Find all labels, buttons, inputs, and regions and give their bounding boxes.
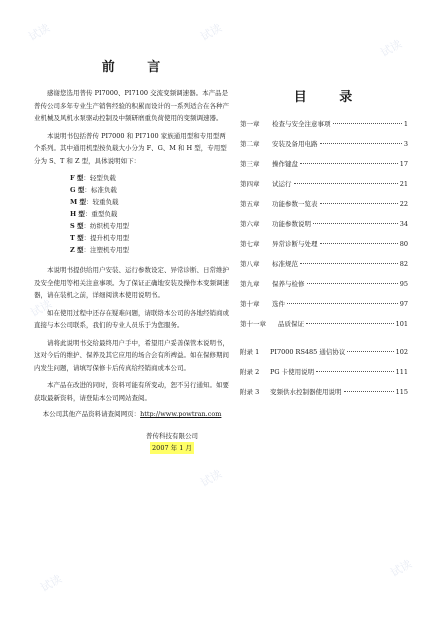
toc-entry[interactable]: 第五章 功能参数一览表 22: [240, 200, 408, 208]
preface-paragraph: 如在使用过程中还存在疑难问题，请联络本公司的各地经销商或直接与本公司联系，我们的专业人员乐于为您服务。: [34, 308, 229, 329]
website-line: [34, 409, 230, 418]
toc-entry[interactable]: 第十章 选件 97: [240, 300, 408, 308]
toc-entry[interactable]: 第七章 异常诊断与处理 80: [240, 240, 408, 248]
watermark: 试读: [198, 21, 225, 44]
watermark: 试读: [26, 21, 53, 44]
model-type-item: Z 型：注塑机专用型: [70, 246, 130, 254]
toc-entry[interactable]: 第八章 标准规范 82: [240, 260, 408, 268]
date-line: [34, 442, 230, 454]
preface-title: 前 言: [101, 60, 175, 75]
toc-appendix-entry[interactable]: 附录 1 PI7000 RS485 通信协议 102: [240, 348, 408, 356]
watermark: 试读: [198, 467, 225, 490]
company-name: 普传科技有限公司: [146, 432, 198, 440]
preface-paragraph: 本说明书提供给用户安装、运行参数设定、异常诊断、日常维护及安全使用等相关注意事项。为了保证正确地安装及操作本变频调速器，请在装机之前，详细阅读本使用说明书。: [34, 266, 229, 299]
model-type-item: T 型：提升机专用型: [70, 234, 130, 242]
watermark: 试读: [388, 557, 415, 580]
contents-section: [240, 86, 408, 407]
watermark: 试读: [28, 297, 55, 320]
model-type-list: [34, 172, 230, 256]
website-label: 本公司其他产品资料请查阅网页：: [42, 410, 141, 418]
toc-appendix-entry[interactable]: 附录 3 变频供水控制器使用说明 115: [240, 388, 408, 396]
watermark: 试读: [378, 37, 405, 60]
model-type-item: M 型：较重负载: [70, 198, 119, 206]
toc-entry[interactable]: 第四章 试运行 21: [240, 180, 408, 188]
preface-paragraph: 感谢您选用普传 PI7000、PI7100 交流变频调速器。本产品是普传公司多年专业生产销售经验的积累而设计的一系列适合在各种产业机械及风机水泵驱动控制及中频研磨重负荷使用的变频调速器。: [34, 89, 229, 122]
contents-title: 目 录: [293, 90, 367, 105]
toc-entry[interactable]: 第三章 操作键盘 17: [240, 160, 408, 168]
preface-paragraph: 请将此说明书交给最终用户手中，希望用户妥善保管本说明书，这对今后的维护、保养及其它应用的场合会有所裨益。如在保修期间内发生问题，请填写保修卡后传真给经销商或本公司。: [34, 338, 229, 372]
preface-section: [34, 56, 230, 454]
toc-entry[interactable]: 第一章 检查与安全注意事项 1: [240, 120, 408, 128]
preface-paragraph: 本说明书包括普传 PI7000 和 PI7100 家族通用型和专用型两个系列。其中通用机型按负载大小分为 F、G、M 和 H 型，专用型分为 S、T 和 Z 型，具体说明如下：: [34, 131, 227, 165]
preface-paragraph: 本产品在改进的同时，资料可能有所变动，恕不另行通知。如要获取最新资料，请登陆本公司网站查阅。: [34, 381, 229, 402]
model-type-item: S 型：纺织机专用型: [70, 222, 129, 230]
model-type-item: G 型：标准负载: [70, 186, 117, 194]
website-link[interactable]: http://www.powtran.com: [140, 410, 222, 418]
model-type-item: H 型：重型负载: [70, 210, 118, 218]
toc-appendix-entry[interactable]: 附录 2 PG 卡使用说明 111: [240, 368, 408, 376]
publish-date: 2007 年 1 月: [152, 444, 192, 452]
watermark: 试读: [38, 572, 65, 595]
toc-entry[interactable]: 第九章 保养与检修 95: [240, 280, 408, 288]
model-type-item: F 型：轻型负载: [70, 174, 116, 182]
toc-entry[interactable]: 第六章 功能参数说明 34: [240, 220, 408, 228]
toc-entry[interactable]: 第二章 安装及备用电路 3: [240, 140, 408, 148]
toc-entry[interactable]: 第十一章 品质保证 101: [240, 320, 408, 328]
